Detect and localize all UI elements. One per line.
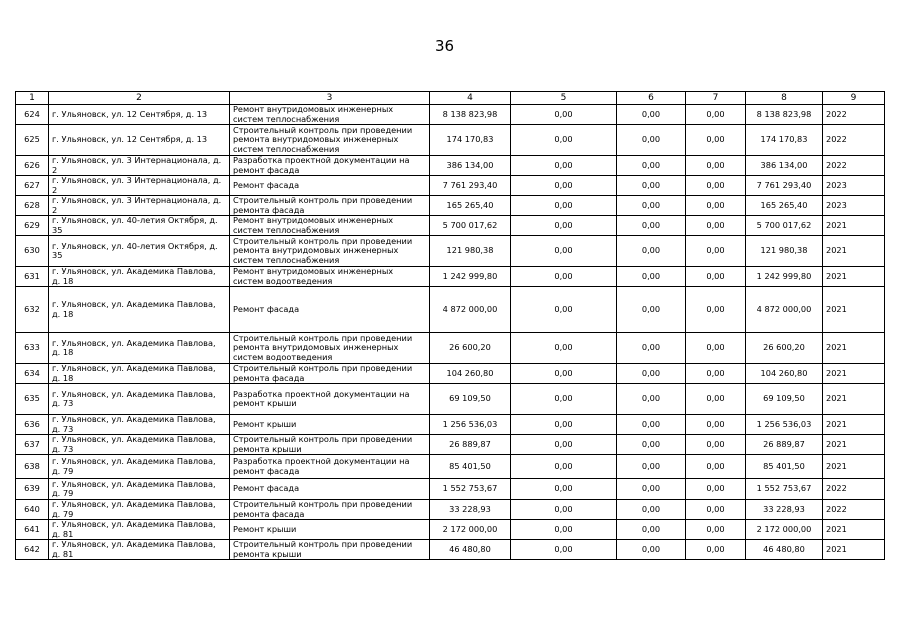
amount-col7-cell: 0,00: [686, 287, 746, 333]
work-type-cell: Разработка проектной документации на ремонт крыши: [230, 384, 430, 415]
amount-col5-cell: 0,00: [511, 415, 617, 435]
amount-total-cell: 26 889,87: [430, 435, 511, 455]
amount-col8-cell: 26 600,20: [746, 333, 823, 364]
amount-col6-cell: 0,00: [617, 267, 686, 287]
amount-total-cell: 104 260,80: [430, 364, 511, 384]
year-cell: 2021: [823, 333, 885, 364]
amount-col7-cell: 0,00: [686, 267, 746, 287]
year-cell: 2022: [823, 479, 885, 500]
table-row: [16, 500, 885, 520]
address-cell: г. Ульяновск, ул. 40-летия Октября, д. 35: [49, 236, 230, 267]
amount-col7-cell: 0,00: [686, 384, 746, 415]
table-row: [16, 267, 885, 287]
row-number: 626: [16, 156, 49, 176]
work-type-cell: Строительный контроль при проведении ремонта крыши: [230, 540, 430, 560]
amount-col6-cell: 0,00: [617, 236, 686, 267]
work-type-cell: Разработка проектной документации на ремонт фасада: [230, 156, 430, 176]
amount-col8-cell: 174 170,83: [746, 125, 823, 156]
amount-col6-cell: 0,00: [617, 176, 686, 196]
amount-col8-cell: 1 242 999,80: [746, 267, 823, 287]
table-row: [16, 540, 885, 560]
row-number: 629: [16, 216, 49, 236]
amount-total-cell: 165 265,40: [430, 196, 511, 216]
amount-col7-cell: 0,00: [686, 216, 746, 236]
amount-col6-cell: 0,00: [617, 384, 686, 415]
amount-col8-cell: 85 401,50: [746, 455, 823, 479]
amount-total-cell: 121 980,38: [430, 236, 511, 267]
amount-col7-cell: 0,00: [686, 500, 746, 520]
amount-col5-cell: 0,00: [511, 287, 617, 333]
address-cell: г. Ульяновск, ул. Академика Павлова, д. 18: [49, 287, 230, 333]
table-row: [16, 415, 885, 435]
amount-col7-cell: 0,00: [686, 415, 746, 435]
amount-col6-cell: 0,00: [617, 435, 686, 455]
table-row: [16, 479, 885, 500]
amount-col5-cell: 0,00: [511, 455, 617, 479]
column-header: 8: [746, 92, 823, 105]
work-type-cell: Строительный контроль при проведении ремонта внутридомовых инженерных систем водоотведения: [230, 333, 430, 364]
table-row: [16, 384, 885, 415]
work-type-cell: Ремонт фасада: [230, 176, 430, 196]
column-header: 4: [430, 92, 511, 105]
amount-total-cell: 7 761 293,40: [430, 176, 511, 196]
row-number: 639: [16, 479, 49, 500]
year-cell: 2023: [823, 176, 885, 196]
year-cell: 2022: [823, 156, 885, 176]
table-row: [16, 333, 885, 364]
amount-col8-cell: 69 109,50: [746, 384, 823, 415]
year-cell: 2022: [823, 105, 885, 125]
year-cell: 2021: [823, 384, 885, 415]
address-cell: г. Ульяновск, ул. Академика Павлова, д. 79: [49, 455, 230, 479]
work-type-cell: Ремонт фасада: [230, 479, 430, 500]
amount-total-cell: 2 172 000,00: [430, 520, 511, 540]
amount-col7-cell: 0,00: [686, 196, 746, 216]
address-cell: г. Ульяновск, ул. Академика Павлова, д. 18: [49, 364, 230, 384]
row-number: 631: [16, 267, 49, 287]
amount-col7-cell: 0,00: [686, 176, 746, 196]
amount-col8-cell: 4 872 000,00: [746, 287, 823, 333]
row-number: 624: [16, 105, 49, 125]
amount-col8-cell: 33 228,93: [746, 500, 823, 520]
amount-col5-cell: 0,00: [511, 479, 617, 500]
amount-col5-cell: 0,00: [511, 216, 617, 236]
table-row: [16, 236, 885, 267]
amount-col5-cell: 0,00: [511, 125, 617, 156]
work-type-cell: Строительный контроль при проведении ремонта внутридомовых инженерных систем теплоснабжения: [230, 236, 430, 267]
year-cell: 2021: [823, 267, 885, 287]
amount-col5-cell: 0,00: [511, 105, 617, 125]
amount-col5-cell: 0,00: [511, 435, 617, 455]
work-type-cell: Ремонт крыши: [230, 520, 430, 540]
year-cell: 2021: [823, 455, 885, 479]
amount-col5-cell: 0,00: [511, 520, 617, 540]
address-cell: г. Ульяновск, ул. Академика Павлова, д. 73: [49, 384, 230, 415]
year-cell: 2021: [823, 236, 885, 267]
row-number: 625: [16, 125, 49, 156]
column-header: 1: [16, 92, 49, 105]
year-cell: 2021: [823, 287, 885, 333]
year-cell: 2021: [823, 415, 885, 435]
amount-col8-cell: 46 480,80: [746, 540, 823, 560]
work-type-cell: Строительный контроль при проведении ремонта фасада: [230, 500, 430, 520]
amount-col5-cell: 0,00: [511, 540, 617, 560]
amount-col5-cell: 0,00: [511, 267, 617, 287]
row-number: 628: [16, 196, 49, 216]
work-type-cell: Ремонт внутридомовых инженерных систем водоотведения: [230, 267, 430, 287]
amount-col6-cell: 0,00: [617, 196, 686, 216]
amount-col5-cell: 0,00: [511, 156, 617, 176]
work-type-cell: Строительный контроль при проведении ремонта фасада: [230, 364, 430, 384]
row-number: 627: [16, 176, 49, 196]
work-type-cell: Строительный контроль при проведении ремонта внутридомовых инженерных систем теплоснабжения: [230, 125, 430, 156]
amount-col8-cell: 2 172 000,00: [746, 520, 823, 540]
header-row: [16, 92, 885, 105]
amount-col7-cell: 0,00: [686, 125, 746, 156]
amount-total-cell: 85 401,50: [430, 455, 511, 479]
address-cell: г. Ульяновск, ул. 3 Интернационала, д. 2: [49, 156, 230, 176]
amount-col5-cell: 0,00: [511, 196, 617, 216]
amount-col5-cell: 0,00: [511, 364, 617, 384]
amount-col6-cell: 0,00: [617, 156, 686, 176]
table-row: [16, 287, 885, 333]
column-header: 7: [686, 92, 746, 105]
row-number: 634: [16, 364, 49, 384]
address-cell: г. Ульяновск, ул. Академика Павлова, д. 81: [49, 520, 230, 540]
amount-total-cell: 69 109,50: [430, 384, 511, 415]
year-cell: 2021: [823, 364, 885, 384]
row-number: 630: [16, 236, 49, 267]
work-type-cell: Ремонт крыши: [230, 415, 430, 435]
amount-col8-cell: 104 260,80: [746, 364, 823, 384]
column-header: 6: [617, 92, 686, 105]
work-type-cell: Ремонт внутридомовых инженерных систем теплоснабжения: [230, 105, 430, 125]
amount-total-cell: 33 228,93: [430, 500, 511, 520]
address-cell: г. Ульяновск, ул. Академика Павлова, д. 18: [49, 333, 230, 364]
address-cell: г. Ульяновск, ул. Академика Павлова, д. 79: [49, 500, 230, 520]
address-cell: г. Ульяновск, ул. 3 Интернационала, д. 2: [49, 176, 230, 196]
table-row: [16, 455, 885, 479]
row-number: 635: [16, 384, 49, 415]
amount-col5-cell: 0,00: [511, 236, 617, 267]
amount-col8-cell: 386 134,00: [746, 156, 823, 176]
amount-total-cell: 1 242 999,80: [430, 267, 511, 287]
year-cell: 2022: [823, 500, 885, 520]
row-number: 640: [16, 500, 49, 520]
row-number: 637: [16, 435, 49, 455]
year-cell: 2021: [823, 520, 885, 540]
amount-total-cell: 5 700 017,62: [430, 216, 511, 236]
address-cell: г. Ульяновск, ул. Академика Павлова, д. 73: [49, 435, 230, 455]
year-cell: 2021: [823, 216, 885, 236]
amount-col7-cell: 0,00: [686, 435, 746, 455]
column-header: 2: [49, 92, 230, 105]
amount-col8-cell: 26 889,87: [746, 435, 823, 455]
amount-col6-cell: 0,00: [617, 540, 686, 560]
amount-col6-cell: 0,00: [617, 364, 686, 384]
amount-col7-cell: 0,00: [686, 364, 746, 384]
amount-col7-cell: 0,00: [686, 540, 746, 560]
amount-col8-cell: 121 980,38: [746, 236, 823, 267]
work-type-cell: Строительный контроль при проведении ремонта фасада: [230, 196, 430, 216]
work-type-cell: Разработка проектной документации на ремонт фасада: [230, 455, 430, 479]
column-header: 9: [823, 92, 885, 105]
row-number: 638: [16, 455, 49, 479]
amount-total-cell: 26 600,20: [430, 333, 511, 364]
amount-col6-cell: 0,00: [617, 479, 686, 500]
amount-col6-cell: 0,00: [617, 287, 686, 333]
table-row: [16, 196, 885, 216]
table-row: [16, 364, 885, 384]
amount-col6-cell: 0,00: [617, 500, 686, 520]
table-row: [16, 520, 885, 540]
amount-col5-cell: 0,00: [511, 384, 617, 415]
row-number: 633: [16, 333, 49, 364]
work-type-cell: Ремонт фасада: [230, 287, 430, 333]
amount-total-cell: 4 872 000,00: [430, 287, 511, 333]
amount-col6-cell: 0,00: [617, 105, 686, 125]
row-number: 642: [16, 540, 49, 560]
address-cell: г. Ульяновск, ул. Академика Павлова, д. 81: [49, 540, 230, 560]
works-table: [15, 91, 885, 560]
amount-col7-cell: 0,00: [686, 520, 746, 540]
address-cell: г. Ульяновск, ул. 3 Интернационала, д. 2: [49, 196, 230, 216]
amount-col8-cell: 1 256 536,03: [746, 415, 823, 435]
amount-col7-cell: 0,00: [686, 105, 746, 125]
amount-col8-cell: 7 761 293,40: [746, 176, 823, 196]
amount-col8-cell: 1 552 753,67: [746, 479, 823, 500]
amount-col7-cell: 0,00: [686, 455, 746, 479]
table-row: [16, 125, 885, 156]
amount-col7-cell: 0,00: [686, 333, 746, 364]
amount-total-cell: 8 138 823,98: [430, 105, 511, 125]
amount-col5-cell: 0,00: [511, 333, 617, 364]
amount-total-cell: 1 552 753,67: [430, 479, 511, 500]
work-type-cell: Строительный контроль при проведении ремонта крыши: [230, 435, 430, 455]
address-cell: г. Ульяновск, ул. 12 Сентября, д. 13: [49, 125, 230, 156]
amount-col7-cell: 0,00: [686, 236, 746, 267]
column-header: 3: [230, 92, 430, 105]
amount-total-cell: 1 256 536,03: [430, 415, 511, 435]
amount-total-cell: 386 134,00: [430, 156, 511, 176]
amount-col8-cell: 8 138 823,98: [746, 105, 823, 125]
page-number: 36: [434, 37, 455, 55]
column-header: 5: [511, 92, 617, 105]
amount-col7-cell: 0,00: [686, 479, 746, 500]
address-cell: г. Ульяновск, ул. 40-летия Октября, д. 35: [49, 216, 230, 236]
row-number: 632: [16, 287, 49, 333]
row-number: 636: [16, 415, 49, 435]
amount-col5-cell: 0,00: [511, 500, 617, 520]
amount-col6-cell: 0,00: [617, 125, 686, 156]
year-cell: 2022: [823, 125, 885, 156]
address-cell: г. Ульяновск, ул. Академика Павлова, д. 73: [49, 415, 230, 435]
table-row: [16, 156, 885, 176]
year-cell: 2021: [823, 435, 885, 455]
amount-col6-cell: 0,00: [617, 455, 686, 479]
amount-col6-cell: 0,00: [617, 216, 686, 236]
amount-total-cell: 174 170,83: [430, 125, 511, 156]
amount-col6-cell: 0,00: [617, 333, 686, 364]
year-cell: 2023: [823, 196, 885, 216]
amount-col7-cell: 0,00: [686, 156, 746, 176]
table-row: [16, 176, 885, 196]
amount-col5-cell: 0,00: [511, 176, 617, 196]
table-row: [16, 216, 885, 236]
table-row: [16, 105, 885, 125]
amount-col8-cell: 165 265,40: [746, 196, 823, 216]
amount-col6-cell: 0,00: [617, 520, 686, 540]
row-number: 641: [16, 520, 49, 540]
address-cell: г. Ульяновск, ул. 12 Сентября, д. 13: [49, 105, 230, 125]
amount-col6-cell: 0,00: [617, 415, 686, 435]
amount-col8-cell: 5 700 017,62: [746, 216, 823, 236]
work-type-cell: Ремонт внутридомовых инженерных систем теплоснабжения: [230, 216, 430, 236]
table-row: [16, 435, 885, 455]
address-cell: г. Ульяновск, ул. Академика Павлова, д. 18: [49, 267, 230, 287]
amount-total-cell: 46 480,80: [430, 540, 511, 560]
year-cell: 2021: [823, 540, 885, 560]
address-cell: г. Ульяновск, ул. Академика Павлова, д. 79: [49, 479, 230, 500]
